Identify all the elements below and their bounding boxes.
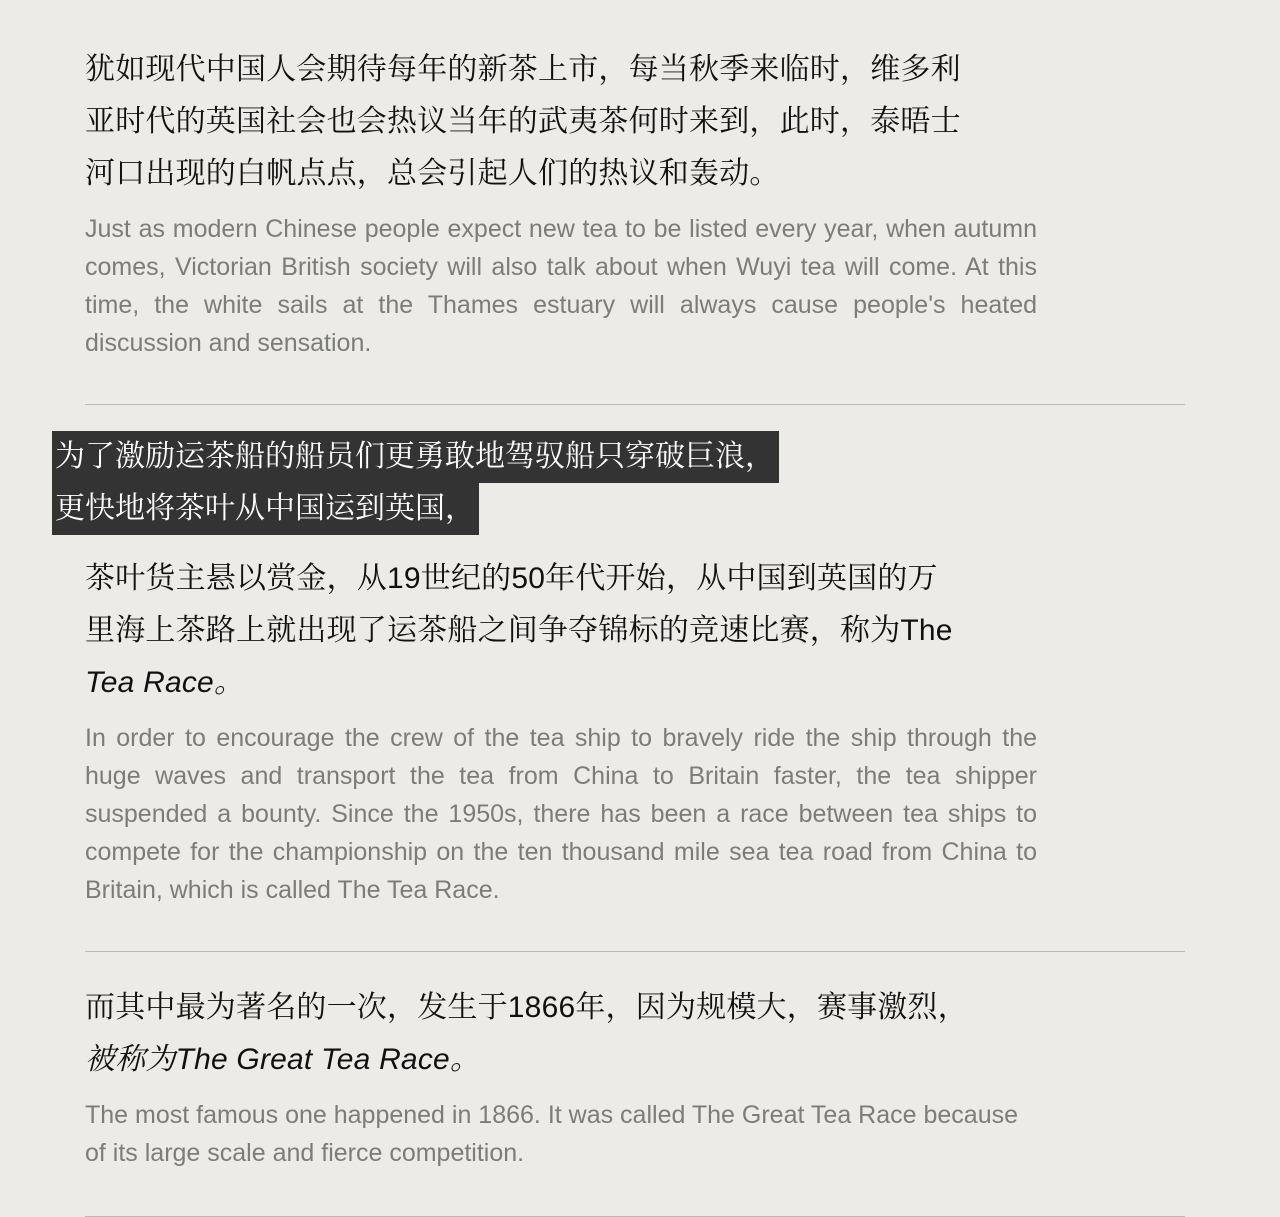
chinese-paragraph-2 [85,553,1045,709]
highlighted-line: 更快地将茶叶从中国运到英国， [52,483,479,535]
chinese-paragraph-3 [85,982,1045,1086]
english-paragraph-1: Just as modern Chinese people expect new tea to be listed every year, when autumn comes, Victorian British society will also talk about when Wuyi tea will come. At this time, the white sails at the Thames estuary will always cause people's heated discussion and sensation. [85,215,1037,357]
english-paragraph-3: The most famous one happened in 1866. It was called The Great Tea Race because of its large scale and fierce competition. [85,1101,1018,1167]
chinese-line: 河口出现的白帆点点，总会引起人们的热议和轰动。 [85,157,780,190]
chinese-line: 茶叶货主悬以赏金，从19世纪的50年代开始，从中国到英国的万 [85,562,938,595]
chinese-line-text-italic: Tea Race。 [85,666,245,699]
highlighted-quote [52,431,1052,535]
paragraph-block-2 [0,405,1280,909]
chinese-line: 犹如现代中国人会期待每年的新茶上市，每当秋季来临时，维多利 [85,53,961,86]
english-paragraph-2: In order to encourage the crew of the tea ship to bravely ride the ship through the huge waves and transport the tea from China to Britain faster, the tea shipper suspended a bounty. Since the 1950s, there has been a race between tea ships to compete for the championship on the ten thousand mile sea tea road from China to Britain, which is called The Tea Race. [85,724,1037,904]
chinese-line [85,605,1045,657]
chinese-line [85,1034,1045,1086]
chinese-line: 亚时代的英国社会也会热议当年的武夷茶何时来到，此时，泰晤士 [85,105,961,138]
chinese-line-text-italic: 被称为The Great Tea Race。 [85,1043,481,1076]
paragraph-block-3 [0,952,1280,1172]
chinese-paragraph-1 [85,44,1045,200]
highlighted-line: 为了激励运茶船的船员们更勇敢地驾驭船只穿破巨浪， [52,431,779,483]
paragraph-block-1 [0,0,1280,362]
chinese-line [85,657,1045,709]
chinese-line-text: 里海上茶路上就出现了运茶船之间争夺锦标的竞速比赛，称为The [85,614,953,647]
chinese-line: 而其中最为著名的一次，发生于1866年，因为规模大，赛事激烈， [85,991,968,1024]
